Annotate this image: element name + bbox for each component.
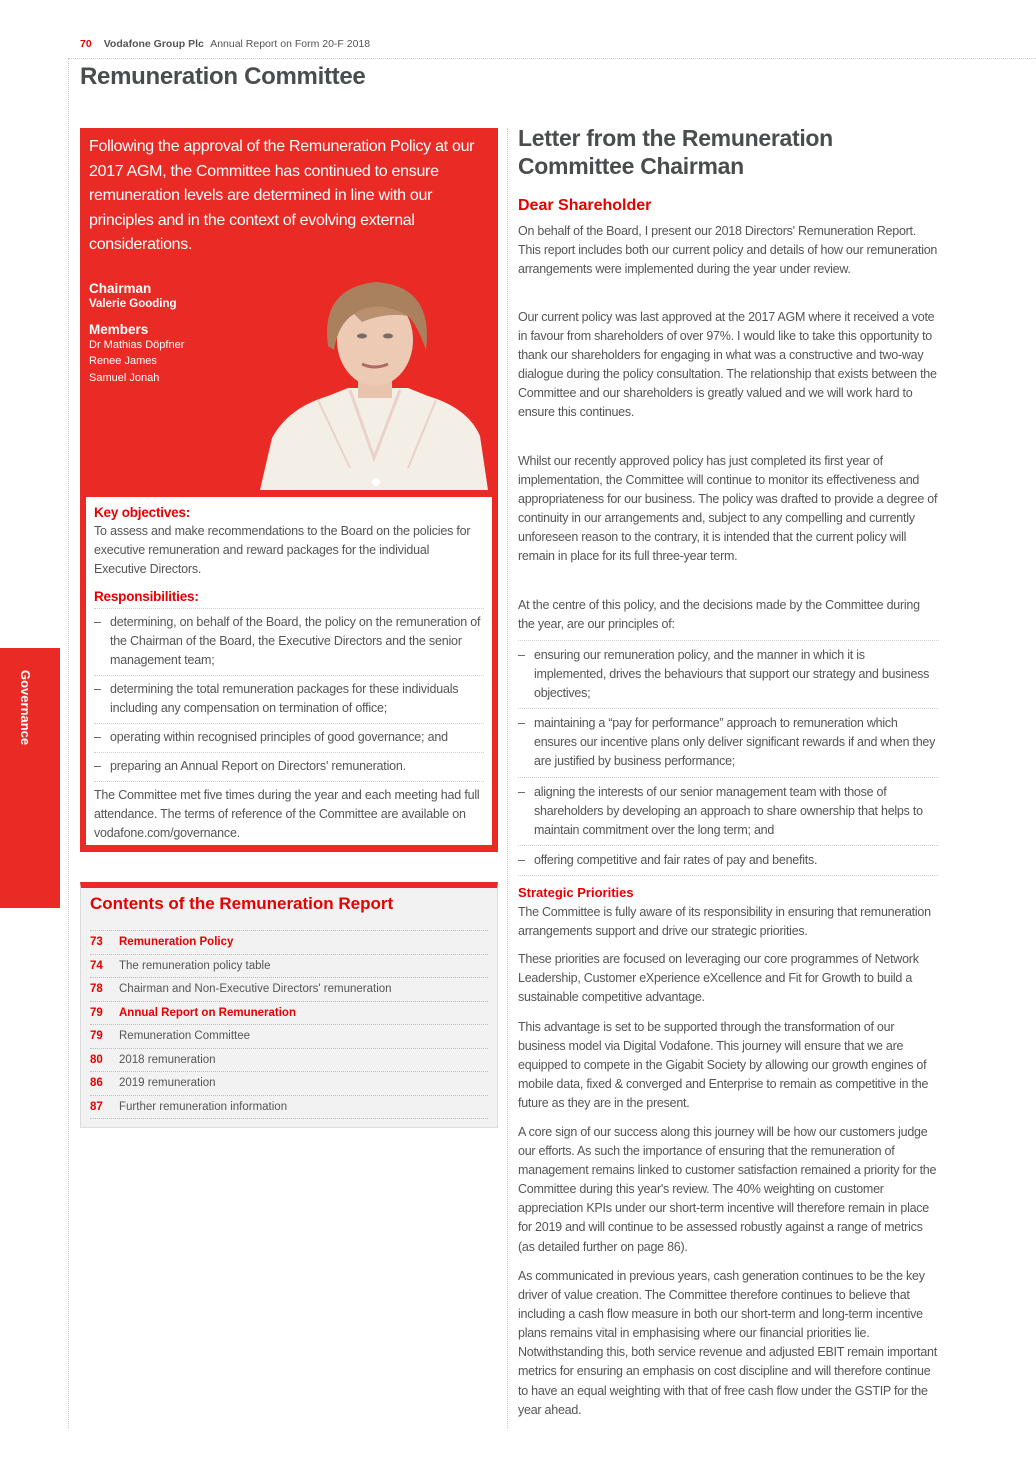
- letter-paragraph: On behalf of the Board, I present our 2018 Directors' Remuneration Report. This report includes both our current policy and details of how our remuneration arrangements were implemented during the year under review.: [518, 224, 938, 277]
- committee-members: [89, 281, 184, 386]
- contents-page: 80: [90, 1053, 103, 1066]
- contents-label: Chairman and Non-Executive Directors' remuneration: [119, 983, 392, 995]
- chairman-name: Valerie Gooding: [89, 298, 177, 310]
- contents-page: 74: [90, 959, 103, 972]
- principles-list: [518, 640, 939, 876]
- section-tab-label: Governance: [18, 670, 33, 746]
- contents-item[interactable]: [90, 1002, 488, 1026]
- running-head: [80, 38, 370, 50]
- section-tab-governance[interactable]: [0, 648, 60, 908]
- letter-paragraph: The Committee is fully aware of its responsibility in ensuring that remuneration arrangements support and drive our strategic priorities.: [518, 905, 931, 939]
- contents-page: 79: [90, 1030, 103, 1042]
- letter-paragraph: This advantage is set to be supported through the transformation of our business model via Digital Vodafone. This journey will ensure that we are equipped to compete in the Gigabit Society by allowing our growth engines of mobile data, fixed & converged and Enterprise to remain as competitive in the future as they are in the present.: [518, 1020, 929, 1111]
- left-margin-rule: [68, 58, 69, 1428]
- company-name: Vodafone Group Plc: [103, 38, 204, 50]
- strategic-priorities-heading: Strategic Priorities: [518, 885, 634, 900]
- contents-item[interactable]: [90, 1096, 488, 1120]
- contents-page: 78: [90, 983, 103, 995]
- contents-page: 73: [90, 936, 103, 948]
- letter-title: Letter from the Remuneration Committee Chairman: [518, 125, 833, 179]
- contents-label: Remuneration Policy: [119, 936, 234, 948]
- key-objectives-heading: Key objectives:: [94, 505, 191, 520]
- contents-label: Annual Report on Remuneration: [119, 1006, 296, 1019]
- principle-item: – maintaining a “pay for performance” approach to remuneration which ensures our incentive plans only deliver significant rewards if and when they are justified by business performance;: [518, 708, 939, 776]
- responsibility-item: – operating within recognised principles of good governance; and: [94, 723, 484, 752]
- contents-label: 2018 remuneration: [119, 1053, 216, 1066]
- contents-label: 2019 remuneration: [119, 1077, 216, 1089]
- responsibility-item: – determining the total remuneration packages for these individuals including any compensation on termination of office;: [94, 675, 484, 723]
- letter-paragraph: At the centre of this policy, and the decisions made by the Committee during the year, are our principles of:: [518, 598, 920, 632]
- member-name: Renee James: [89, 355, 157, 367]
- contents-label: The remuneration policy table: [119, 959, 271, 972]
- intro-statement: Following the approval of the Remuneration Policy at our 2017 AGM, the Committee has continued to ensure remuneration levels are determined in line with our principles and in the context of evolving external considerations.: [89, 138, 475, 253]
- letter-paragraph: A core sign of our success along this journey will be how our customers judge our efforts. As such the importance of ensuring that the remuneration of management remains linked to customer satisfaction remained a priority for the Committee during this year's review. The 40% weighting on customer appreciation KPIs under our short-term incentive will therefore remain in place for 2019 and will continue to be assessed robustly against a range of metrics (as detailed further on page 86).: [518, 1125, 937, 1254]
- column-divider: [507, 128, 508, 1428]
- letter-paragraph: Our current policy was last approved at the 2017 AGM where it received a vote in favour from shareholders of over 97%. I would like to take this opportunity to thank our shareholders for engaging in what was a constructive and two-way dialogue during the policy consultation. The relationship that exists between the Committee and our shareholders is greatly valued and we will work hard to ensure this continues.: [518, 310, 937, 420]
- principle-item: – aligning the interests of our senior management team with those of shareholders by developing an approach to share ownership that helps to maintain commitment over the long term; and: [518, 777, 939, 845]
- contents-label: Further remuneration information: [119, 1100, 288, 1113]
- principle-item: – ensuring our remuneration policy, and the manner in which it is implemented, drives the behaviours that support our strategy and business objectives;: [518, 640, 939, 708]
- members-heading: Members: [89, 321, 149, 337]
- chairman-photo: [258, 268, 490, 490]
- contents-item[interactable]: [90, 1072, 488, 1096]
- contents-title: Contents of the Remuneration Report: [90, 894, 394, 913]
- responsibility-item: – determining, on behalf of the Board, the policy on the remuneration of the Chairman of the Board, the Executive Directors and the senior management team;: [94, 608, 484, 675]
- member-name: Samuel Jonah: [89, 371, 160, 384]
- chairman-heading: Chairman: [89, 281, 152, 296]
- contents-item[interactable]: [90, 1025, 488, 1049]
- header-rule: [68, 58, 1036, 59]
- contents-page: 86: [90, 1077, 103, 1089]
- contents-list: [90, 930, 488, 1119]
- responsibilities-heading: Responsibilities:: [94, 589, 199, 604]
- meetings-text: The Committee met five times during the year and each meeting had full attendance. The terms of reference of the Committee are available on vodafone.com/governance.: [94, 788, 480, 840]
- contents-page: 79: [90, 1006, 103, 1019]
- page-number: 70: [80, 38, 92, 50]
- contents-label: Remuneration Committee: [119, 1030, 251, 1042]
- page-title: Remuneration Committee: [80, 63, 366, 90]
- key-objectives-text: To assess and make recommendations to the Board on the policies for executive remuneration and reward packages for the individual Executive Directors.: [94, 524, 471, 576]
- contents-item[interactable]: [90, 931, 488, 955]
- portrait-image: [258, 268, 490, 490]
- objectives-content: [94, 503, 484, 843]
- member-name: Dr Mathias Döpfner: [89, 338, 185, 351]
- salutation: Dear Shareholder: [518, 197, 652, 214]
- letter-paragraph: These priorities are focused on leveraging our core programmes of Network Leadership, Customer eXperience eXcellence and Fit for Growth to build a sustainable competitive advantage.: [518, 952, 919, 1005]
- responsibilities-list: [94, 608, 484, 782]
- contents-page: 87: [90, 1100, 103, 1113]
- contents-item[interactable]: [90, 978, 488, 1002]
- responsibility-item: – preparing an Annual Report on Directors' remuneration.: [94, 752, 484, 782]
- publication-name: Annual Report on Form 20-F 2018: [210, 38, 371, 50]
- principle-item: – offering competitive and fair rates of pay and benefits.: [518, 845, 939, 876]
- contents-item[interactable]: [90, 955, 488, 979]
- letter-paragraph: As communicated in previous years, cash generation continues to be the key driver of value creation. The Committee therefore continues to believe that including a cash flow measure in both our short-term and long-term incentive plans remains vital in emphasising where our financial priorities lie. Notwithstanding this, both service revenue and adjusted EBIT remain important metrics for ensuring an emphasis on cost discipline and will therefore continue to have an equal weighting with that of free cash flow under the GSTIP for the year ahead.: [518, 1269, 937, 1417]
- contents-item[interactable]: [90, 1049, 488, 1073]
- letter-paragraph: Whilst our recently approved policy has just completed its first year of implementation, the Committee will continue to monitor its effectiveness and appropriateness for our business. The policy was drafted to provide a degree of continuity in our arrangements and, subject to any compelling and currently unforeseen reason to the contrary, it is intended that the current policy will remain in place for its full three-year term.: [518, 454, 938, 564]
